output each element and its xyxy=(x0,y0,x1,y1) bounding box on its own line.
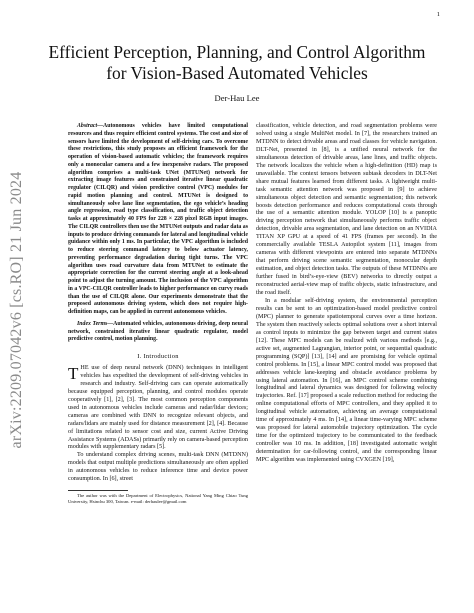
footnote: The author was with the Department of Electrophysics, National Yang Ming Chiao Tung University, Hsinchu 300, Taiwan. e-mail: derhaulee@gmail.com xyxy=(68,493,248,505)
index-terms-text: —Automated vehicles, autonomous driving, deep neural network, constrained iterative linear quadratic regulator, model predictive control, motion planning. xyxy=(68,320,248,343)
intro-text: HE use of deep neural network (DNN) techniques in intelligent vehicles has expedited the development of self-driving vehicles in research and industry. Self-driving cars can operate automatically because equipped perception, planning, and control modules operate cooperatively [1], [2], [3]. The most common perception components used in autonomous vehicles include cameras and radar/lidar devices; cameras are combined with DNN to recognize relevant objects, and radars/lidars are mainly used for distance measurement [2], [4]. Because of limitations related to sensor cost and size, current Active Driving Assistance Systems (ADASs) primarily rely on camera-based perception modules with supplementary radars [5]. xyxy=(68,364,248,451)
drop-cap: T xyxy=(68,363,79,383)
left-column xyxy=(68,123,248,505)
body-paragraph: In a modular self-driving system, the environmental perception results can be sent to an optimization-based model predictive control (MPC) planner to generate spatiotemporal curves over a time horizon. The system then reactively selects optimal solutions over a short interval as control inputs to minimize the gap between target and current states [12]. These MPC models can be realized with various methods [e.g., active set, augmented Lagrangian, interior point, or sequential quadratic programming (SQP)] [13], [14] and are promising for vehicle optimal control problems. In [15], a linear MPC control model was proposed that addresses vehicle lane-keeping and obstacle avoidance problems by using lateral automation. In [16], an MPC control scheme combining longitudinal and lateral dynamics was designed for following velocity trajectories. Ref. [17] proposed a scale reduction method for reducing the online computational efforts of MPC controllers, and they applied it to longitudinal vehicle automation, achieving an average computational time of approximately 4 ms. In [14], a linear time-varying MPC scheme was proposed for lateral automobile trajectory optimization. The cycle time for the optimized trajectory to be communicated to the feedback controller was 10 ms. In addition, [18] investigated automatic weight determination for car-following control, and the corresponding linear MPC algorithm was implemented using CVXGEN [19], xyxy=(256,297,437,464)
paper-title: Efficient Perception, Planning, and Control Algorithm for Vision-Based Automated Vehicles xyxy=(48,42,426,83)
abstract-text: —Autonomous vehicles have limited computational resources and thus require efficient control systems. The cost and size of sensors have limited the development of self-driving cars. To overcome these restrictions, this study proposes an efficient framework for the operation of vision-based automatic vehicles; the framework requires only a monocular camera and a few inexpensive radars. The proposed algorithm comprises a multi-task UNet (MTUNet) network for extracting image features and constrained iterative linear quadratic regulator (CILQR) and vision predictive control (VPC) modules for rapid motion planning and control. MTUNet is designed to simultaneously solve lane line segmentation, the ego vehicle’s heading angle regression, road type classification, and traffic object detection tasks at approximately 40 FPS for 228 × 228 pixel RGB input images. The CILQR controllers then use the MTUNet outputs and radar data as inputs to produce driving commands for lateral and longitudinal vehicle guidance within only 1 ms. In particular, the VPC algorithm is included to reduce steering command latency to below actuator latency, preventing performance degradation during tight turns. The VPC algorithm uses road curvature data from MTUNet to estimate the appropriate correction for the current steering angle at a look-ahead point to adjust the turning amount. The inclusion of the VPC algorithm in a VPC-CILQR controller leads to higher performance on curvy roads than the use of CILQR alone. Our experiments demonstrate that the proposed autonomous driving system, which does not require high-definition maps, can be applied in current autonomous vehicles. xyxy=(68,123,248,315)
right-column xyxy=(256,123,437,465)
index-terms xyxy=(68,321,248,344)
arxiv-side-stamp xyxy=(6,120,28,500)
index-terms-lead: Index Terms xyxy=(77,320,108,327)
body-paragraph: classification, vehicle detection, and road segmentation problems were solved using a single MultiNet model. In [7], the researchers trained an MTDNN to detect drivable areas and road classes for vehicle navigation. DLT-Net, presented in [8], is a unified neural network for the simultaneous detection of drivable areas, lane lines, and traffic objects. The network localizes the vehicle when a high-definition (HD) map is unavailable. The context tensors between subtask decoders in DLT-Net share mutual features learned from different tasks. A lightweight multi-task semantic attention network was proposed in [9] to achieve simultaneous object detection and semantic segmentation; this network boosts detection performance and reduces computational costs through the use of a semantic attention module. YOLOP [10] is a panoptic driving perception network that simultaneously performs traffic object detection, drivable area segmentation, and lane detection on an NVIDIA TITAN XP GPU at a speed of 41 FPS (frames per second). In the commercially available TESLA Autopilot system [11], images from cameras with different viewpoints are entered into separate MTDNNs that perform driving scene semantic segmentation, monocular depth estimation, and object detection tasks. The outputs of these MTDNNs are further fused in bird’s-eye-view (BEV) networks to directly output a reconstructed aerial-view map of traffic objects, static infrastructure, and the road itself. xyxy=(256,123,437,297)
author-line: Der-Hau Lee xyxy=(214,93,260,103)
intro-paragraph xyxy=(68,365,248,452)
abstract xyxy=(68,123,248,317)
footnote-rule xyxy=(68,490,128,491)
abstract-lead: Abstract xyxy=(77,123,98,129)
page-number: 1 xyxy=(436,11,440,18)
body-paragraph: To understand complex driving scenes, multi-task DNN (MTDNN) models that output multiple predictions simultaneously are often applied in autonomous vehicles to reduce inference time and device power consumption. In [6], street xyxy=(68,452,248,483)
arxiv-stamp-text: arXiv:2209.07042v6 [cs.RO] 21 Jun 2024 xyxy=(8,171,25,449)
section-heading: I. Introduction xyxy=(137,353,179,360)
